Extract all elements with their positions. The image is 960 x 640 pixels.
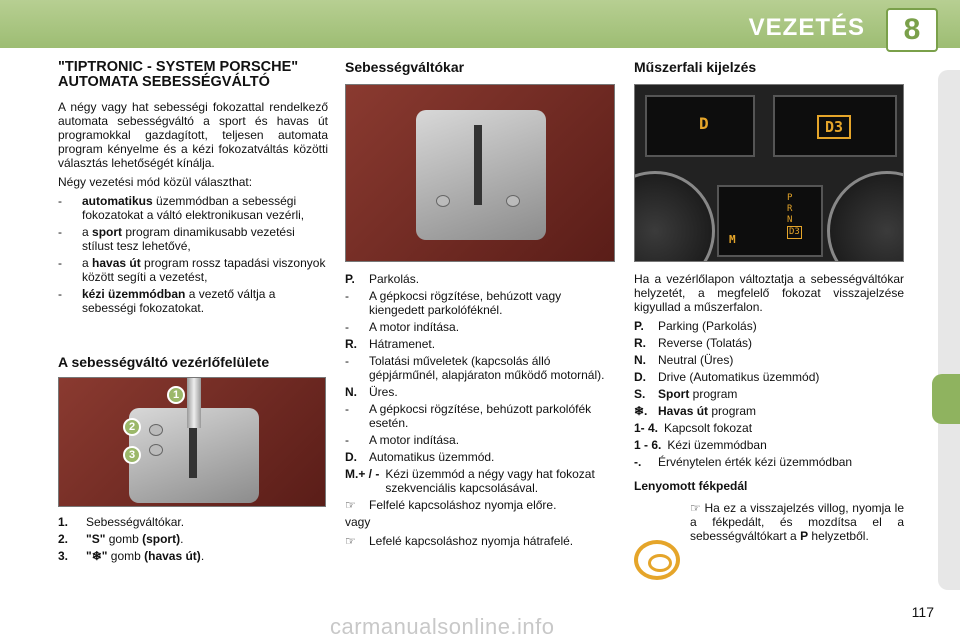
- intro-paragraph: A négy vagy hat sebességi fokozattal rendelkező automata sebességváltó a sport és havas út programokkal gazdagított, teljesen automata program kényelme és a kézi fokozatváltás közötti választás lehetőségét kínálja.: [58, 100, 328, 170]
- side-tab-active[interactable]: [932, 374, 960, 424]
- lever-entry: N. Üres.: [345, 385, 398, 399]
- lever-entry: ☞ Felfelé kapcsoláshoz nyomja előre.: [345, 498, 557, 512]
- display-entry: 1- 4. Kapcsolt fokozat: [634, 421, 753, 435]
- display-entry: S. Sport program: [634, 387, 738, 401]
- mode-item: - automatikus üzemmódban a sebességi fokozatokat a váltó elektronikusan vezérli,: [58, 194, 305, 222]
- display-entry: P. Parking (Parkolás): [634, 319, 757, 333]
- section-title-gear-lever: Sebességváltókar: [345, 59, 465, 75]
- column-left: [58, 60, 328, 566]
- or-text: vagy: [345, 515, 371, 529]
- mode-item: - kézi üzemmódban a vezető váltja a sebességi fokozatokat.: [58, 287, 276, 315]
- left-gauge: [634, 171, 715, 262]
- lever-entry: - A motor indítása.: [345, 320, 460, 334]
- section-title-control-panel: A sebességváltó vezérlőfelülete: [58, 354, 270, 370]
- brake-title: Lenyomott fékpedál: [634, 479, 748, 493]
- display-entry: 1 - 6. Kézi üzemmódban: [634, 438, 767, 452]
- callout-1: 1: [167, 386, 185, 404]
- modes-intro: Négy vezetési mód közül választhat:: [58, 175, 253, 189]
- column-right: [634, 60, 904, 548]
- snow-button-top[interactable]: [506, 195, 520, 207]
- display-entry: D. Drive (Automatikus üzemmód): [634, 370, 820, 384]
- gear-console-photo: [58, 377, 326, 507]
- section-title-dashboard: Műszerfali kijelzés: [634, 59, 757, 75]
- brake-warning-icon: [634, 540, 680, 580]
- brake-text: ☞ Ha ez a visszajelzés villog, nyomja le a fékpedált, és mozdítsa el a sebességváltókart a P helyzetből.: [690, 501, 904, 543]
- lever-entry: ☞ Lefelé kapcsoláshoz nyomja hátrafelé.: [345, 534, 574, 548]
- gear-lever-shaft: [187, 378, 201, 428]
- gear-list: P R N D3: [787, 193, 800, 237]
- display-entry: N. Neutral (Üres): [634, 353, 734, 367]
- watermark: carmanualsonline.info: [330, 614, 555, 639]
- snow-button[interactable]: [149, 444, 163, 456]
- page-number: 117: [911, 604, 934, 620]
- lcd-top-left: D: [645, 95, 755, 157]
- section-title-tiptronic: "TIPTRONIC - SYSTEM PORSCHE" AUTOMATA SEBESSÉGVÁLTÓ: [58, 59, 299, 90]
- sport-button[interactable]: [149, 424, 163, 436]
- sport-button-top[interactable]: [436, 195, 450, 207]
- display-entry: R. Reverse (Tolatás): [634, 336, 753, 350]
- chapter-title: VEZETÉS: [748, 14, 865, 41]
- lever-entry: R. Hátramenet.: [345, 337, 436, 351]
- lcd-top-right: D3: [773, 95, 897, 157]
- right-gauge: [827, 171, 904, 262]
- chapter-number: 8: [886, 8, 938, 52]
- lever-entry: - A motor indítása.: [345, 433, 460, 447]
- legend-item: 2. "S" gomb (sport).: [58, 532, 184, 546]
- dashboard-photo: [634, 84, 904, 262]
- callout-3: 3: [123, 446, 141, 464]
- legend-item: 3. "❄" gomb (havas út).: [58, 549, 205, 563]
- lever-entry: P. Parkolás.: [345, 272, 420, 286]
- lcd-center: M P R N D3: [717, 185, 823, 257]
- lever-entry: - A gépkocsi rögzítése, behúzott parkolófék esetén.: [345, 402, 592, 430]
- callout-2: 2: [123, 418, 141, 436]
- lever-entry: D. Automatikus üzemmód.: [345, 450, 495, 464]
- lever-slot: [474, 125, 482, 205]
- display-entry: -. Érvénytelen érték kézi üzemmódban: [634, 455, 853, 469]
- column-middle: [345, 60, 615, 551]
- mode-item: - a havas út program rossz tapadási viszonyok között segíti a vezetést,: [58, 256, 326, 284]
- legend-item: 1. Sebességváltókar.: [58, 515, 185, 529]
- lever-entry: - Tolatási műveletek (kapcsolás álló gépjárműnél, alapjáraton működő motornál).: [345, 354, 605, 382]
- lever-entry: M.+ / - Kézi üzemmód a négy vagy hat fokozat szekvenciális kapcsolásával.: [345, 467, 595, 495]
- display-entry: ❄. Havas út program: [634, 404, 757, 418]
- side-tab-bar: [938, 70, 960, 590]
- lever-entry: - A gépkocsi rögzítése, behúzott vagy kiengedett parkolóféknél.: [345, 289, 562, 317]
- mode-item: - a sport program dinamikusabb vezetési stílust tesz lehetővé,: [58, 225, 295, 253]
- gear-lever-photo: [345, 84, 615, 262]
- dashboard-intro: Ha a vezérlőlapon változtatja a sebességváltókar helyzetét, a megfelelő fokozat visszajelzése kigyullad a műszerfalon.: [634, 272, 904, 314]
